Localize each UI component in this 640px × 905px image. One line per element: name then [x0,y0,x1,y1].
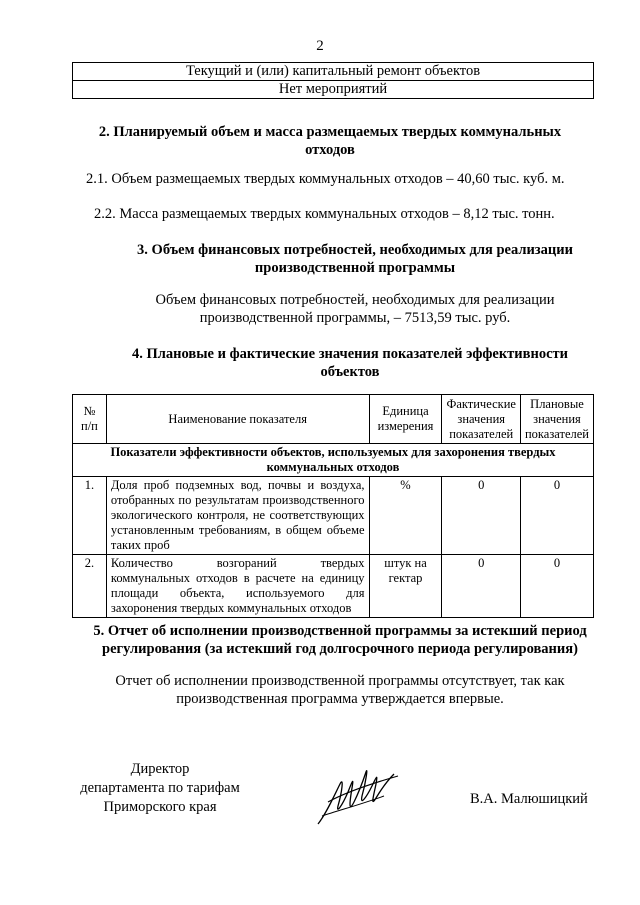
row-actual: 0 [442,555,521,618]
measures-value: Нет мероприятий [73,81,594,99]
row-plan: 0 [520,555,593,618]
section3-heading: 3. Объем финансовых потребностей, необходимых для реализации производственной программы [137,242,573,276]
section2-item2: 2.2. Масса размещаемых твердых коммунальных отходов – 8,12 тыс. тонн. [94,206,555,222]
table-row [73,555,594,618]
section5-heading: 5. Отчет об исполнении производственной программы за истекший период регулирования (за истекший год долгосрочного периода регулирования) [93,623,587,657]
measures-table [72,62,594,99]
section4-heading: 4. Плановые и фактические значения показателей эффективности объектов [131,346,568,380]
row-name: Доля проб подземных вод, почвы и воздуха, отобранных по результатам производственного экологического контроля, не соответствующих установленным требованиям, в общем объеме таких проб [106,477,369,555]
section2-item1: 2.1. Объем размещаемых твердых коммунальных отходов – 40,60 тыс. куб. м. [86,171,565,187]
row-number: 2. [73,555,107,618]
col-header-name: Наименование показателя [106,395,369,444]
table-group-row [73,444,594,477]
signatory-line3: Приморского края [103,799,217,815]
section3-text: Объем финансовых потребностей, необходимых для реализации производственной программы, – 7513,59 тыс. руб. [155,292,555,326]
col-header-unit: Единица измерения [369,395,442,444]
row-unit: % [369,477,442,555]
row-plan: 0 [520,477,593,555]
row-actual: 0 [442,477,521,555]
row-unit: штук на гектар [369,555,442,618]
table-header-row [73,395,594,444]
page-number: 2 [316,38,324,54]
section2-heading: 2. Планируемый объем и масса размещаемых твердых коммунальных отходов [98,124,562,158]
indicators-table [72,394,594,618]
signatory-title [60,760,260,817]
row-number: 1. [73,477,107,555]
group-label: Показатели эффективности объектов, используемых для захоронения твердых коммунальных отходов [73,444,594,477]
col-header-number: № п/п [73,395,107,444]
row-name: Количество возгораний твердых коммунальных отходов в расчете на единицу площади объекта, используемого для захоронения твердых коммунальных отходов [106,555,369,618]
measures-category: Текущий и (или) капитальный ремонт объектов [73,63,594,81]
table-row [73,477,594,555]
col-header-plan: Плановые значения показателей [520,395,593,444]
signatory-line2: департамента по тарифам [80,780,240,796]
signatory-line1: Директор [130,761,190,777]
col-header-actual: Фактические значения показателей [442,395,521,444]
handwritten-signature [312,762,402,832]
signatory-name: В.А. Малюшицкий [470,791,588,807]
section5-text: Отчет об исполнении производственной программы отсутствует, так как производственная программа утверждается впервые. [115,673,565,707]
